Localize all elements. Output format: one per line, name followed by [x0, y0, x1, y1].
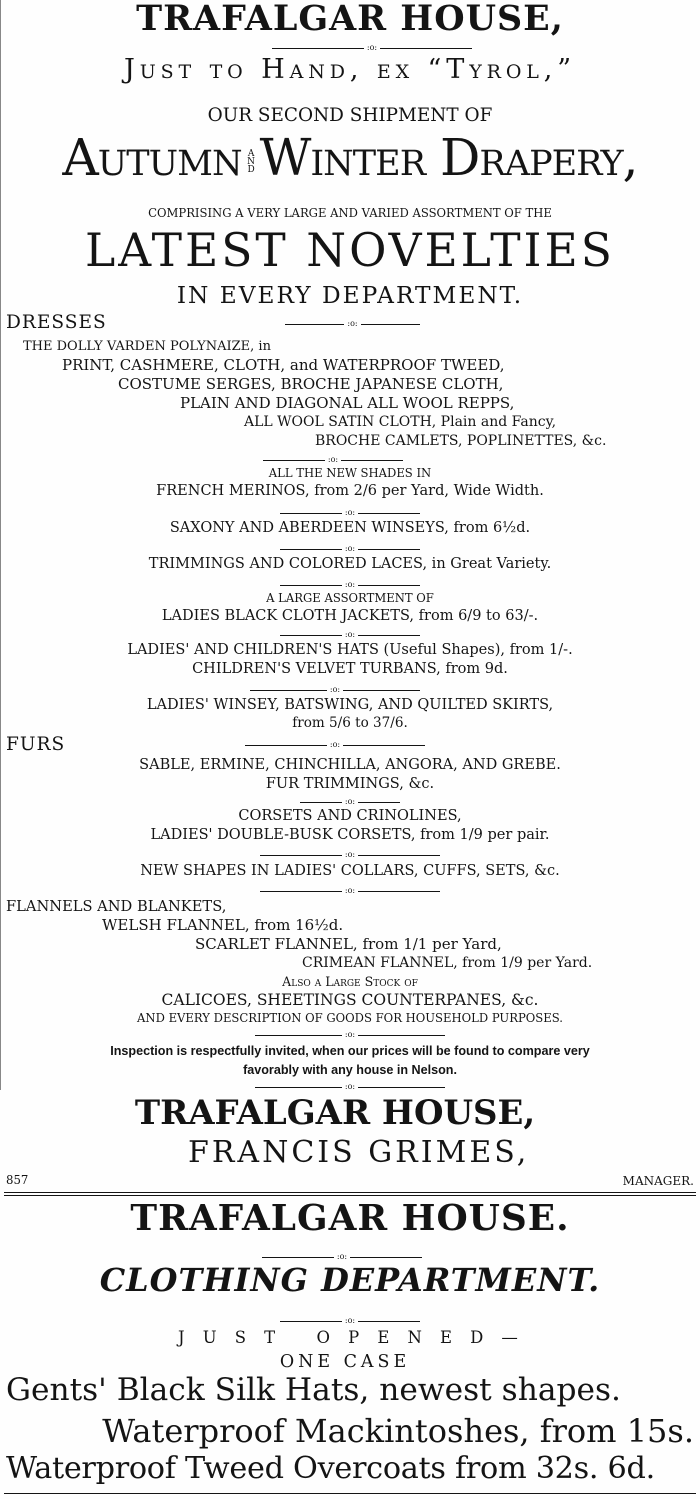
ad-title: TRAFALGAR HOUSE. [130, 1197, 570, 1239]
ad-number: 857 [6, 1173, 29, 1187]
jackets-intro: A LARGE ASSORTMENT OF [266, 591, 434, 605]
one-case-line: ONE CASE [279, 1352, 411, 1372]
also-stock-line: Also a Large Stock of [282, 974, 418, 989]
furs-line: SABLE, ERMINE, CHINCHILLA, ANGORA, AND GREBE. [139, 757, 561, 773]
separator: :o: [280, 630, 420, 640]
merinos-line: FRENCH MERINOS, from 2/6 per Yard, Wide Width. [156, 483, 544, 499]
separator: :o: [262, 1252, 422, 1262]
separator: :o: [260, 850, 440, 860]
jackets-line: LADIES BLACK CLOTH JACKETS, from 6/9 to 63/-. [161, 608, 539, 624]
hats-line: LADIES' AND CHILDREN'S HATS (Useful Shapes), from 1/-. [127, 642, 573, 658]
household-line: AND EVERY DESCRIPTION OF GOODS FOR HOUSEHOLD PURPOSES. [137, 1011, 563, 1025]
ad-title: TRAFALGAR HOUSE, [136, 0, 564, 39]
merinos-intro: ALL THE NEW SHADES IN [268, 466, 432, 480]
dresses-item: BROCHE CAMLETS, POPLINETTES, &c. [315, 433, 607, 449]
separator: :o: [263, 455, 403, 465]
collars-line: NEW SHAPES IN LADIES' COLLARS, CUFFS, SETS, &c. [140, 863, 560, 879]
separator: :o: [255, 1082, 445, 1092]
separator: :o: [245, 740, 425, 750]
separator: :o: [255, 1030, 445, 1040]
furs-heading: FURS [6, 734, 66, 755]
flannel-item: SCARLET FLANNEL, from 1/1 per Yard, [195, 935, 502, 953]
skirts-price: from 5/6 to 37/6. [292, 715, 408, 731]
winter-drapery-words: Winter Drapery, [259, 128, 638, 187]
corsets-line: CORSETS AND CRINOLINES, [238, 808, 462, 824]
separator: :o: [285, 319, 420, 329]
every-department-heading: IN EVERY DEPARTMENT. [176, 282, 524, 309]
flannel-item: WELSH FLANNEL, from 16½d. [102, 916, 344, 934]
dresses-item: PLAIN AND DIAGONAL ALL WOOL REPPS, [180, 394, 515, 412]
mackintoshes-line: Waterproof Mackintoshes, from 15s. [102, 1412, 694, 1450]
trimmings-line: TRIMMINGS AND COLORED LACES, in Great Variety. [148, 556, 552, 572]
silk-hats-line: Gents' Black Silk Hats, newest shapes. [6, 1372, 621, 1408]
dresses-item: THE DOLLY VARDEN POLYNAIZE, in [23, 339, 271, 354]
manager-name: FRANCIS GRIMES, [188, 1135, 530, 1170]
calicoes-line: CALICOES, SHEETINGS COUNTERPANES, &c. [161, 991, 539, 1009]
comprising-line: COMPRISING A VERY LARGE AND VARIED ASSORTMENT OF THE [148, 206, 552, 220]
flannel-item: CRIMEAN FLANNEL, from 1/9 per Yard. [302, 955, 593, 971]
separator: :o: [280, 1316, 420, 1326]
flannels-heading: FLANNELS AND BLANKETS, [6, 898, 227, 915]
overcoats-line: Waterproof Tweed Overcoats from 32s. 6d. [6, 1451, 655, 1486]
separator: :o: [250, 685, 420, 695]
latest-novelties-heading: LATEST NOVELTIES [85, 224, 615, 277]
separator: :o: [280, 580, 420, 590]
fur-trimmings-line: FUR TRIMMINGS, &c. [265, 776, 435, 792]
bottom-rule [4, 1493, 696, 1494]
clothing-department-heading: CLOTHING DEPARTMENT. [99, 1261, 601, 1299]
skirts-line: LADIES' WINSEY, BATSWING, AND QUILTED SKIRTS, [146, 697, 554, 713]
dresses-heading: DRESSES [6, 312, 107, 333]
double-busk-line: LADIES' DOUBLE-BUSK CORSETS, from 1/9 per pair. [150, 827, 550, 843]
footer-title: TRAFALGAR HOUSE, [134, 1092, 536, 1132]
separator: :o: [280, 544, 420, 554]
dresses-item: PRINT, CASHMERE, CLOTH, and WATERPROOF TWEED, [62, 356, 505, 374]
inspection-line: favorably with any house in Nelson. [243, 1063, 457, 1077]
separator: :o: [300, 797, 400, 807]
just-to-hand-line: Just to Hand, ex “Tyrol,” [123, 54, 577, 85]
autumn-winter-drapery-heading [0, 128, 700, 187]
inspection-line: Inspection is respectfully invited, when our prices will be found to compare very [110, 1044, 590, 1058]
autumn-word: Autumn [62, 128, 242, 187]
and-vertical: A N D [247, 149, 255, 175]
separator: :o: [260, 886, 440, 896]
dresses-item: COSTUME SERGES, BROCHE JAPANESE CLOTH, [118, 375, 504, 393]
just-opened-line: JUST OPENED— [178, 1328, 536, 1347]
dresses-item: ALL WOOL SATIN CLOTH, Plain and Fancy, [244, 414, 557, 430]
separator: :o: [280, 508, 420, 518]
manager-label: MANAGER. [622, 1174, 694, 1188]
turbans-line: CHILDREN'S VELVET TURBANS, from 9d. [192, 661, 508, 677]
winseys-line: SAXONY AND ABERDEEN WINSEYS, from 6½d. [169, 520, 531, 536]
divider-rule [4, 1192, 696, 1193]
second-shipment-line: OUR SECOND SHIPMENT OF [207, 105, 493, 126]
separator: :o: [272, 43, 472, 53]
divider-rule [4, 1195, 696, 1196]
